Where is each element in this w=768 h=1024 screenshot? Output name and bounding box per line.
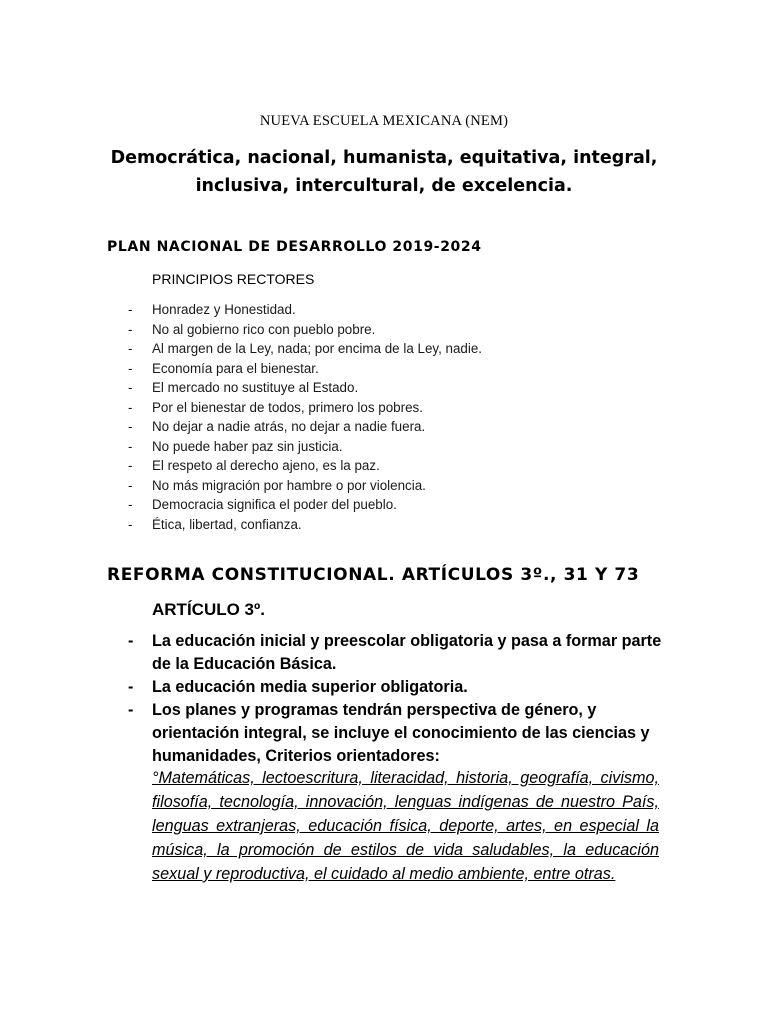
- reforma-heading: REFORMA CONSTITUCIONAL. ARTÍCULOS 3º., 31 Y 73: [107, 565, 640, 585]
- list-bullet: -: [128, 341, 133, 356]
- articulo-list: [128, 630, 668, 768]
- list-item: [128, 495, 482, 515]
- list-item: [128, 378, 482, 398]
- list-item: [128, 630, 668, 676]
- list-item-text: Los planes y programas tendrán perspectiva de género, y orientación integral, se incluye el conocimiento de las ciencias y humanidades, Criterios orientadores:: [152, 701, 650, 765]
- list-item: [128, 300, 482, 320]
- list-item-text: No dejar a nadie atrás, no dejar a nadie fuera.: [152, 419, 426, 434]
- list-bullet: -: [128, 701, 134, 719]
- list-item: [128, 417, 482, 437]
- list-bullet: -: [128, 302, 133, 317]
- list-bullet: -: [128, 380, 133, 395]
- list-item-text: No más migración por hambre o por violencia.: [152, 477, 426, 493]
- subtitle-line-1: Democrática, nacional, humanista, equitativa, integral,: [110, 148, 658, 168]
- document-title: NUEVA ESCUELA MEXICANA (NEM): [259, 113, 509, 129]
- criterios-orientadores-text: °Matemáticas, lectoescritura, literacidad, historia, geografía, civismo, filosofía, tecnología, innovación, lenguas indígenas de nuestro País, lenguas extranjeras, educación física, deporte, artes, en especial la música, la promoción de estilos de vida saludables, la educación sexual y reproductiva, el cuidado al medio ambiente, entre otras.: [152, 769, 659, 883]
- principles-list: [128, 300, 482, 534]
- plan-heading: PLAN NACIONAL DE DESARROLLO 2019-2024: [107, 239, 482, 255]
- list-item-text: No puede haber paz sin justicia.: [152, 438, 343, 454]
- list-bullet: -: [128, 678, 134, 696]
- list-item: [128, 676, 668, 699]
- list-item-text: La educación inicial y preescolar obligatoria y pasa a formar parte de la Educación Básica.: [152, 632, 662, 673]
- list-bullet: -: [128, 438, 133, 454]
- list-bullet: -: [128, 419, 133, 434]
- list-item-text: No al gobierno rico con pueblo pobre.: [152, 321, 376, 337]
- list-bullet: -: [128, 632, 134, 650]
- principios-heading: PRINCIPIOS RECTORES: [152, 271, 315, 287]
- list-item-text: La educación media superior obligatoria.: [152, 678, 468, 696]
- list-item: [128, 515, 482, 535]
- list-item-text: Honradez y Honestidad.: [152, 302, 296, 317]
- list-item: [128, 476, 482, 496]
- list-item-text: Democracia significa el poder del pueblo.: [152, 497, 397, 512]
- list-item-text: Economía para el bienestar.: [152, 360, 319, 376]
- list-item-text: Al margen de la Ley, nada; por encima de la Ley, nadie.: [152, 341, 483, 356]
- document-subtitle: [0, 144, 768, 200]
- list-bullet: -: [128, 321, 133, 337]
- list-item: [128, 398, 482, 418]
- list-item-text: Ética, libertad, confianza.: [152, 516, 302, 532]
- articulo-heading: ARTÍCULO 3º.: [152, 600, 265, 619]
- list-bullet: -: [128, 497, 133, 512]
- list-item: [128, 359, 482, 379]
- list-bullet: -: [128, 516, 133, 532]
- list-bullet: -: [128, 477, 133, 493]
- list-item: [128, 339, 482, 359]
- list-item: [128, 456, 482, 476]
- list-bullet: -: [128, 360, 133, 376]
- list-item: [128, 699, 668, 768]
- list-bullet: -: [128, 399, 133, 415]
- list-item-text: El mercado no sustituye al Estado.: [152, 380, 359, 395]
- list-item: [128, 320, 482, 340]
- list-item-text: El respeto al derecho ajeno, es la paz.: [152, 458, 380, 473]
- list-item: [128, 437, 482, 457]
- list-item-text: Por el bienestar de todos, primero los pobres.: [152, 399, 423, 415]
- list-bullet: -: [128, 458, 133, 473]
- subtitle-line-2: inclusiva, intercultural, de excelencia.: [195, 176, 573, 196]
